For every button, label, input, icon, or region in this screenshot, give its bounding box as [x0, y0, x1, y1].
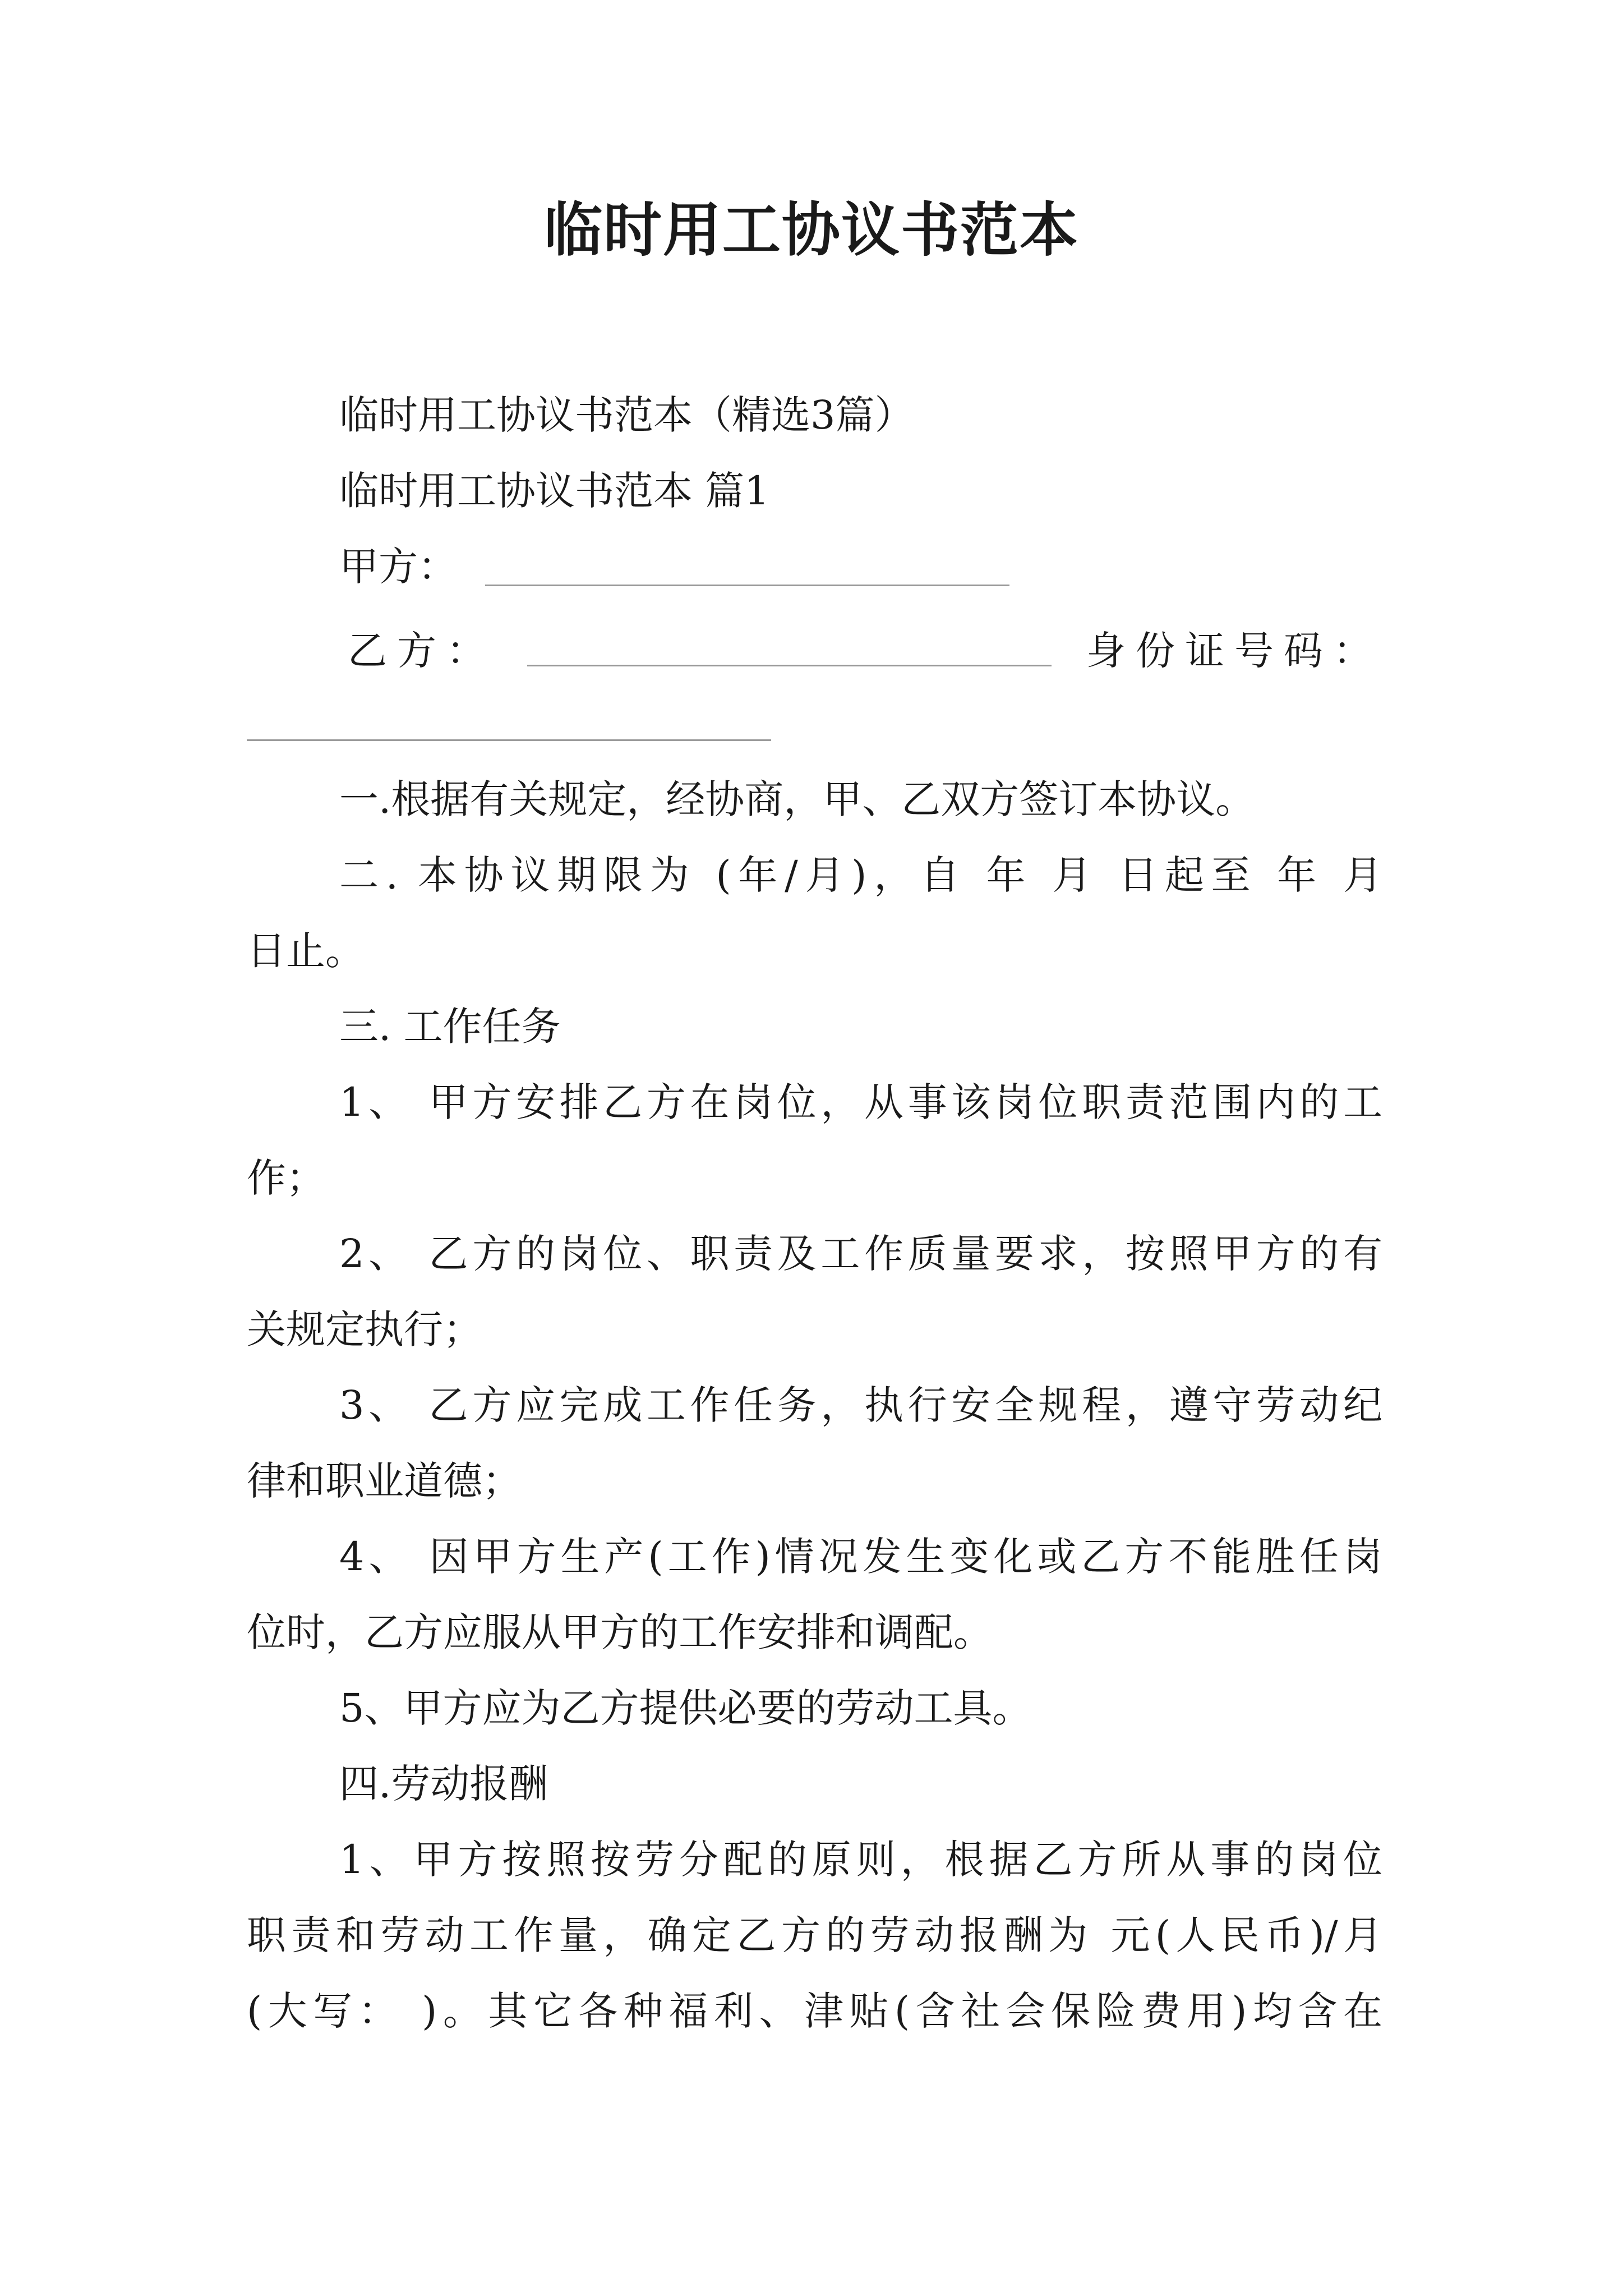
task-2-line-2: 关规定执行； — [247, 1306, 482, 1352]
party-b-label: 乙方： — [348, 628, 496, 674]
task-4-line-2: 位时，乙方应服从甲方的工作安排和调配。 — [247, 1609, 993, 1655]
id-number-label: 身份证号码： — [1086, 628, 1382, 674]
pay-1-line-2: 职责和劳动工作量，确定乙方的劳动报酬为 元(人民币)/月 — [247, 1912, 1382, 1958]
party-b-row — [348, 623, 1382, 679]
section-heading: 临时用工协议书范本 篇1 — [339, 468, 769, 514]
clause-2-line-2: 日止。 — [247, 928, 365, 974]
task-1-line-2: 作； — [247, 1155, 325, 1201]
id-number-blank — [247, 739, 771, 741]
party-a-blank — [485, 585, 1009, 586]
pay-1-line-3: (大写： )。其它各种福利、津贴(含社会保险费用)均含在 — [247, 1988, 1382, 2034]
task-5: 5、甲方应为乙方提供必要的劳动工具。 — [339, 1685, 1032, 1731]
party-b-blank — [527, 665, 1052, 666]
task-1-line-1: 1、 甲方安排乙方在岗位，从事该岗位职责范围内的工 — [339, 1079, 1382, 1125]
task-4-line-1: 4、 因甲方生产(工作)情况发生变化或乙方不能胜任岗 — [339, 1534, 1382, 1580]
party-a-label: 甲方： — [339, 544, 457, 590]
document-subtitle: 临时用工协议书范本（精选3篇） — [339, 392, 914, 438]
task-3-line-1: 3、 乙方应完成工作任务，执行安全规程，遵守劳动纪 — [339, 1382, 1382, 1428]
task-3-line-2: 律和职业道德； — [247, 1458, 522, 1504]
clause-2-line-1: 二. 本协议期限为 (年/月)，自 年 月 日起至 年 月 — [339, 852, 1382, 898]
task-2-line-1: 2、 乙方的岗位、职责及工作质量要求，按照甲方的有 — [339, 1231, 1382, 1277]
clause-4-heading: 四.劳动报酬 — [339, 1761, 548, 1807]
pay-1-line-1: 1、甲方按照按劳分配的原则，根据乙方所从事的岗位 — [339, 1837, 1382, 1883]
document-title: 临时用工协议书范本 — [543, 196, 1079, 264]
clause-1: 一.根据有关规定，经协商，甲、乙双方签订本协议。 — [339, 776, 1255, 822]
clause-3-heading: 三. 工作任务 — [339, 1004, 561, 1050]
